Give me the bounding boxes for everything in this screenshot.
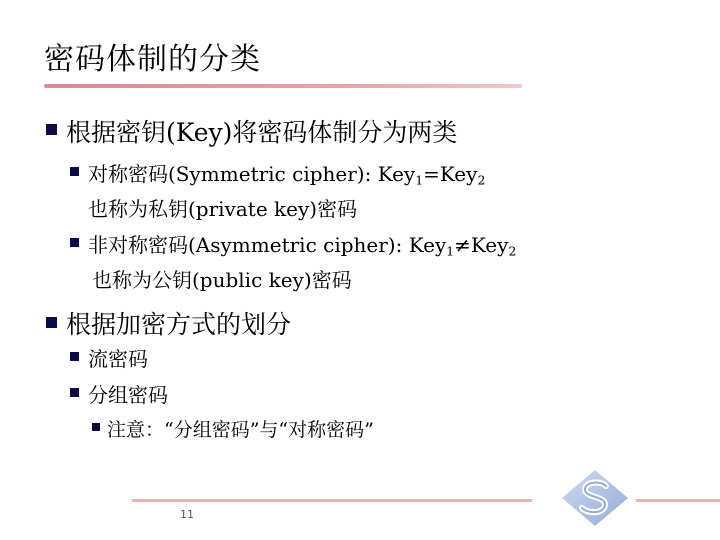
bullet-icon: [92, 423, 100, 431]
symmetric-text: 对称密码(Symmetric cipher): Key: [88, 162, 416, 186]
item-symmetric: [88, 158, 485, 187]
footer-rule-right: [636, 499, 720, 502]
item-method-classification: 根据加密方式的划分: [66, 310, 292, 339]
asymmetric-neq: ≠Key: [454, 233, 509, 257]
asymmetric-sub-2: 2: [508, 243, 517, 259]
bullet-icon: [70, 238, 79, 247]
symmetric-sub-1: 1: [415, 172, 424, 188]
page-title: 密码体制的分类: [44, 42, 261, 77]
logo-icon: [560, 468, 630, 528]
bullet-icon: [70, 388, 79, 397]
item-stream-cipher: 流密码: [88, 347, 148, 371]
item-key-classification: 根据密钥(Key)将密码体制分为两类: [66, 118, 458, 147]
bullet-icon: [46, 317, 57, 328]
bullet-icon: [70, 352, 79, 361]
symmetric-note: 也称为私钥(private key)密码: [88, 197, 358, 221]
item-asymmetric: [88, 229, 516, 258]
item-block-cipher-note: 注意：“分组密码”与“对称密码”: [107, 419, 374, 441]
bullet-icon: [70, 167, 79, 176]
item-block-cipher: 分组密码: [88, 383, 168, 407]
asymmetric-sub-1: 1: [446, 243, 455, 259]
asymmetric-text: 非对称密码(Asymmetric cipher): Key: [88, 233, 447, 257]
asymmetric-note: 也称为公钥(public key)密码: [92, 268, 352, 292]
symmetric-eq: =Key: [423, 162, 478, 186]
footer-rule-left: [132, 499, 532, 502]
title-underline: [44, 84, 522, 88]
page-number: 11: [180, 508, 194, 521]
bullet-icon: [46, 124, 57, 135]
symmetric-sub-2: 2: [477, 172, 486, 188]
